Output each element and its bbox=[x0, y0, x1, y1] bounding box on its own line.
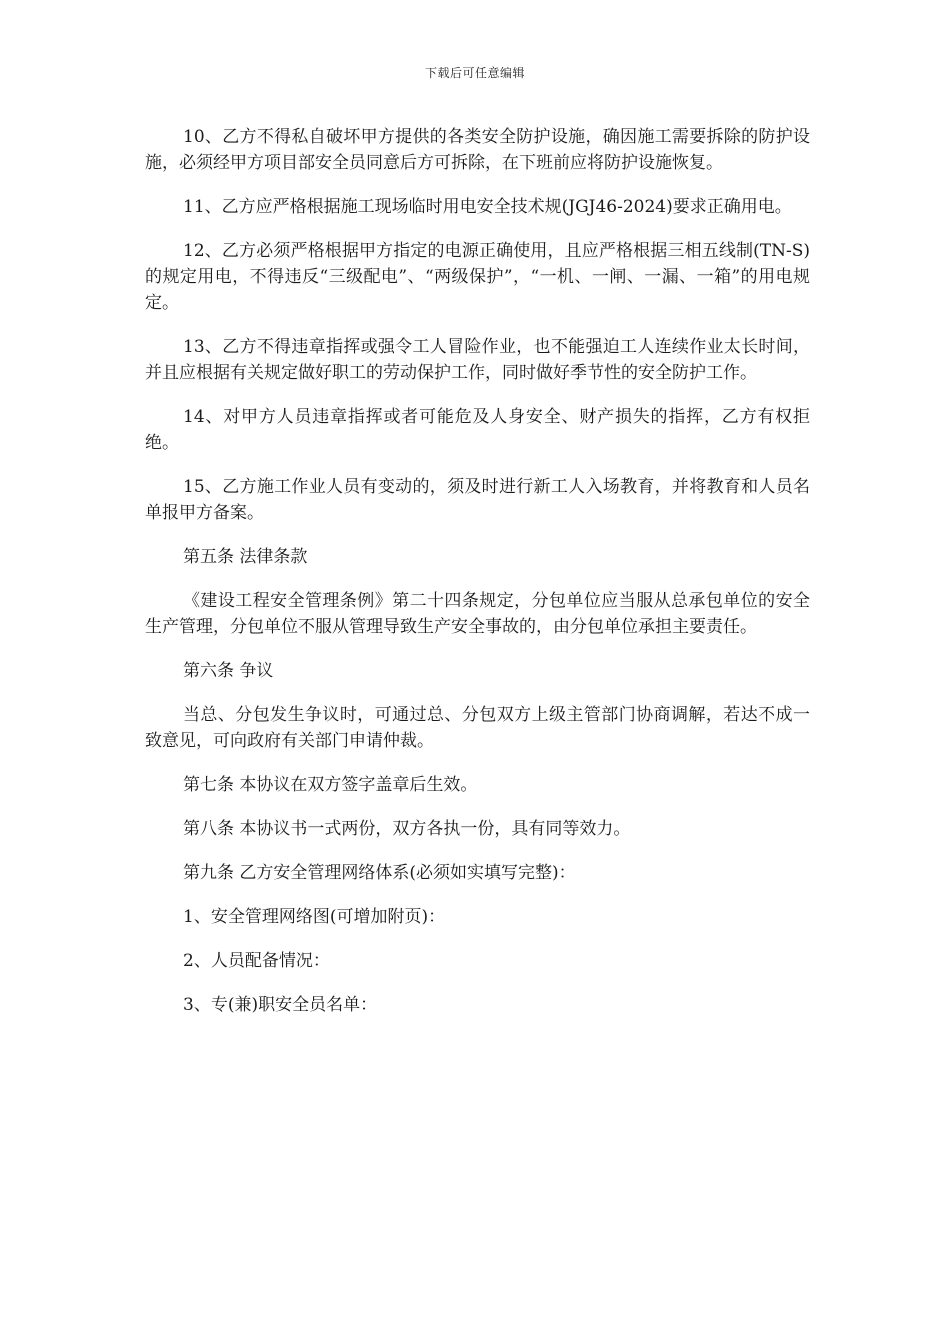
document-body bbox=[145, 124, 810, 1036]
article-9-item-2: 2、人员配备情况： bbox=[183, 951, 330, 971]
article-5-text: 《建设工程安全管理条例》第二十四条规定，分包单位应当服从总承包单位的安全生产管理，分包单位不服从管理导致生产安全事故的，由分包单位承担主要责任。 bbox=[145, 591, 810, 637]
article-8: 第八条 本协议书一式两份，双方各执一份，具有同等效力。 bbox=[183, 819, 631, 839]
article-7: 第七条 本协议在双方签字盖章后生效。 bbox=[183, 775, 478, 795]
clause-13: 13、乙方不得违章指挥或强令工人冒险作业，也不能强迫工人连续作业太长时间，并且应根据有关规定做好职工的劳动保护工作，同时做好季节性的安全防护工作。 bbox=[145, 337, 810, 383]
clause-11: 11、乙方应严格根据施工现场临时用电安全技术规(JGJ46-2024)要求正确用电。 bbox=[183, 197, 792, 217]
article-6-heading: 第六条 争议 bbox=[183, 661, 274, 681]
article-9-item-1: 1、安全管理网络图(可增加附页)： bbox=[183, 907, 446, 927]
article-9-heading: 第九条 乙方安全管理网络体系(必须如实填写完整)： bbox=[183, 863, 576, 883]
clause-14: 14、对甲方人员违章指挥或者可能危及人身安全、财产损失的指挥，乙方有权拒绝。 bbox=[145, 407, 810, 453]
clause-12: 12、乙方必须严格根据甲方指定的电源正确使用，且应严格根据三相五线制(TN-S)的规定用电，不得违反“三级配电”、“两级保护”，“一机、一闸、一漏、一箱”的用电规定。 bbox=[145, 241, 810, 313]
clause-15: 15、乙方施工作业人员有变动的，须及时进行新工人入场教育，并将教育和人员名单报甲方备案。 bbox=[145, 477, 810, 523]
article-5-heading: 第五条 法律条款 bbox=[183, 547, 308, 567]
article-9-item-3: 3、专(兼)职安全员名单： bbox=[183, 995, 378, 1015]
page-header: 下载后可任意编辑 bbox=[424, 66, 525, 80]
article-6-text: 当总、分包发生争议时，可通过总、分包双方上级主管部门协商调解，若达不成一致意见，可向政府有关部门申请仲裁。 bbox=[145, 705, 810, 751]
clause-10: 10、乙方不得私自破坏甲方提供的各类安全防护设施，确因施工需要拆除的防护设施，必须经甲方项目部安全员同意后方可拆除，在下班前应将防护设施恢复。 bbox=[145, 127, 810, 173]
